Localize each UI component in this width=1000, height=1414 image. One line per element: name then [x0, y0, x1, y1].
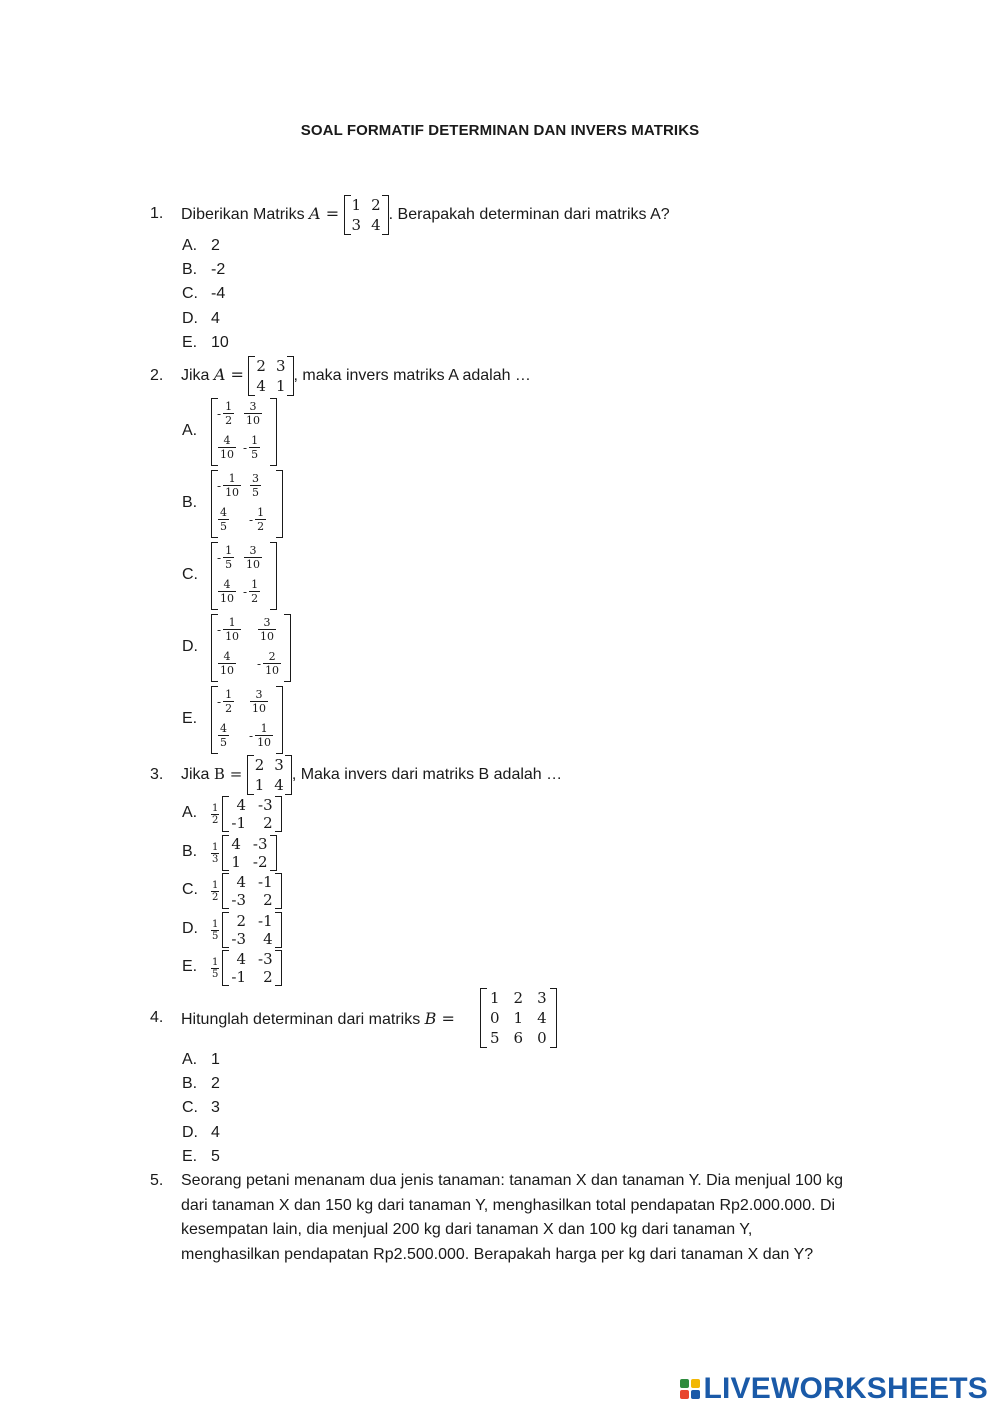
matrix-cell: 1: [231, 853, 241, 871]
matrix-cell: -1: [231, 968, 246, 986]
denominator: 10: [225, 630, 240, 643]
matrix-cell: -1: [258, 873, 273, 891]
matrix-cell: 4: [371, 216, 381, 234]
denominator: 5: [252, 486, 259, 499]
scalar-fraction: [211, 803, 219, 826]
question-3-var: B =: [213, 765, 243, 784]
matrix-fraction-cell: [243, 544, 262, 571]
minus-sign: -: [249, 512, 254, 527]
minus-sign: -: [243, 440, 248, 455]
denominator: 2: [257, 520, 265, 533]
matrix-fraction-cell: [217, 616, 241, 643]
numerator: 4: [220, 722, 227, 735]
question-1-text: [181, 195, 670, 235]
denominator: 10: [260, 630, 274, 643]
numerator: 4: [223, 578, 231, 591]
option-value: -4: [211, 285, 226, 302]
matrix-fraction-cell: [249, 688, 268, 715]
option-letter[interactable]: D.: [182, 310, 198, 327]
matrix-fraction-cell: [217, 688, 234, 715]
matrix-fraction-cell: [249, 506, 266, 533]
matrix-cell: 1: [254, 776, 265, 794]
matrix-fraction-cell: [243, 400, 262, 427]
denominator: 2: [212, 814, 219, 826]
denominator: 2: [251, 592, 259, 605]
option-letter[interactable]: B.: [182, 261, 198, 278]
matrix-cell: 1: [275, 377, 286, 395]
matrix-fraction-cell: [249, 722, 273, 749]
page-title: SOAL FORMATIF DETERMINAN DAN INVERS MATRIKS: [300, 122, 700, 139]
option-matrix: [222, 950, 281, 986]
logo-blocks-icon: [680, 1379, 700, 1399]
denominator: 5: [220, 520, 227, 533]
option-value: 10: [211, 334, 229, 351]
option-letter[interactable]: C.: [182, 285, 198, 302]
option-letter[interactable]: E.: [182, 710, 198, 727]
matrix-fraction-cell: [217, 434, 236, 461]
fraction: [223, 616, 241, 643]
option-letter[interactable]: B.: [182, 1075, 198, 1092]
numerator: 4: [223, 434, 231, 447]
fraction: [223, 544, 234, 571]
matrix-cell: 2: [236, 912, 246, 930]
question-1-prefix: Diberikan Matriks: [181, 206, 305, 224]
matrix-cell: 2: [263, 891, 273, 909]
option-value: 2: [211, 1075, 220, 1092]
question-2-suffix: , maka invers matriks A adalah …: [293, 367, 531, 385]
denominator: 10: [252, 702, 266, 715]
matrix-cell: 4: [236, 950, 246, 968]
question-3-text: [181, 755, 562, 795]
option-fraction-matrix: [211, 686, 283, 754]
numerator: 1: [225, 544, 233, 557]
matrix-fraction-cell: [217, 650, 236, 677]
fraction: [218, 578, 236, 605]
matrix-cell: 1: [351, 196, 362, 214]
option-letter[interactable]: A.: [182, 804, 198, 821]
numerator: 2: [268, 650, 276, 663]
option-matrix: [222, 912, 281, 948]
question-3-number: 3.: [150, 766, 164, 783]
option-letter[interactable]: A.: [182, 237, 198, 254]
denominator: 10: [265, 664, 280, 677]
question-1-matrix: [344, 195, 389, 235]
numerator: 1: [225, 400, 233, 413]
numerator: 1: [251, 434, 259, 447]
matrix-cell: 3: [351, 216, 362, 234]
matrix-cell: -2: [252, 853, 268, 871]
denominator: 10: [225, 486, 240, 499]
denominator: 10: [246, 558, 260, 571]
matrix-cell: 2: [263, 968, 273, 986]
fraction: [223, 472, 241, 499]
question-2-matrix: [248, 356, 293, 396]
option-matrix: [222, 873, 281, 909]
matrix-cell: 3: [537, 989, 547, 1007]
matrix-cell: 4: [236, 796, 246, 814]
option-fraction-matrix: [211, 470, 283, 538]
option-fraction-matrix: [211, 398, 277, 466]
question-2-text: [181, 356, 531, 396]
option-value: 2: [211, 237, 220, 254]
numerator: 3: [263, 616, 271, 629]
matrix-cell: 4: [236, 873, 246, 891]
scalar-fraction: [211, 919, 219, 942]
question-1-number: 1.: [150, 205, 164, 222]
matrix-cell: 1: [513, 1009, 524, 1027]
denominator: 5: [251, 448, 259, 461]
matrix-cell: 0: [537, 1029, 547, 1047]
matrix-cell: 6: [513, 1029, 524, 1047]
fraction: [250, 688, 268, 715]
matrix-fraction-cell: [217, 578, 236, 605]
matrix-fraction-cell: [217, 472, 241, 499]
minus-sign: -: [243, 584, 248, 599]
option-value: 4: [211, 1124, 220, 1141]
fraction: [249, 434, 260, 461]
numerator: 3: [249, 400, 257, 413]
numerator: 1: [212, 918, 219, 930]
logo-text: LIVEWORKSHEETS: [703, 1372, 988, 1405]
denominator: 2: [212, 891, 219, 903]
option-letter[interactable]: D.: [182, 1124, 198, 1141]
matrix-fraction-cell: [249, 472, 261, 499]
minus-sign: -: [217, 694, 222, 709]
option-fraction-matrix: [211, 542, 277, 610]
denominator: 5: [212, 968, 219, 980]
scalar-fraction: [211, 842, 219, 865]
matrix-cell: 1: [490, 989, 500, 1007]
option-value: 4: [211, 310, 220, 327]
question-5-text: [181, 1169, 901, 1267]
question-5-line: menghasilkan pendapatan Rp2.500.000. Berapakah harga per kg dari tanaman X dan Y?: [181, 1245, 814, 1263]
matrix-fraction-cell: [217, 400, 234, 427]
denominator: 5: [212, 930, 219, 942]
numerator: 1: [260, 722, 268, 735]
question-5-number: 5.: [150, 1172, 164, 1189]
matrix-cell: 4: [231, 835, 241, 853]
minus-sign: -: [217, 478, 222, 493]
question-2-number: 2.: [150, 367, 164, 384]
fraction: [218, 722, 229, 749]
numerator: 4: [220, 506, 227, 519]
option-letter[interactable]: D.: [182, 638, 198, 655]
question-5-line: kesempatan lain, dia menjual 200 kg dari tanaman X dan 100 kg dari tanaman Y,: [181, 1221, 753, 1238]
numerator: 1: [225, 688, 233, 701]
matrix-cell: -3: [252, 835, 268, 853]
matrix-cell: 2: [513, 989, 524, 1007]
option-letter[interactable]: E.: [182, 958, 198, 975]
matrix-cell: -3: [231, 891, 246, 909]
matrix-cell: 5: [490, 1029, 500, 1047]
denominator: 5: [225, 558, 233, 571]
option-scaled-matrix: [211, 912, 282, 948]
question-4-matrix: [480, 988, 557, 1048]
fraction: [263, 650, 281, 677]
matrix-cell: -3: [231, 930, 246, 948]
fraction: [250, 472, 261, 499]
option-letter[interactable]: E.: [182, 334, 198, 351]
numerator: 1: [212, 802, 219, 814]
fraction: [223, 400, 234, 427]
numerator: 1: [212, 841, 219, 853]
option-matrix: [222, 796, 281, 832]
denominator: 10: [246, 414, 260, 427]
denominator: 2: [225, 702, 233, 715]
question-3-matrix: [247, 755, 292, 795]
option-letter[interactable]: B.: [182, 843, 198, 860]
matrix-cell: 3: [274, 756, 284, 774]
matrix-fraction-cell: [217, 544, 234, 571]
numerator: 3: [249, 544, 257, 557]
matrix-fraction-cell: [243, 578, 260, 605]
question-2-prefix: Jika: [181, 367, 210, 385]
numerator: 1: [257, 506, 265, 519]
denominator: 3: [212, 853, 219, 865]
denominator: 10: [220, 448, 234, 461]
fraction: [255, 506, 266, 533]
fraction: [255, 722, 273, 749]
denominator: 10: [257, 736, 272, 749]
matrix-fraction-cell: [217, 722, 229, 749]
fraction: [244, 544, 262, 571]
numerator: 4: [223, 650, 231, 663]
option-value: 3: [211, 1099, 220, 1116]
fraction: [218, 434, 236, 461]
question-4-prefix: Hitunglah determinan dari matriks: [181, 1011, 421, 1028]
matrix-cell: -1: [231, 814, 246, 832]
option-scaled-matrix: [211, 950, 282, 986]
option-letter[interactable]: D.: [182, 920, 198, 937]
option-fraction-matrix: [211, 614, 291, 682]
numerator: 1: [251, 578, 259, 591]
option-matrix: [222, 835, 276, 871]
matrix-cell: -3: [258, 796, 273, 814]
matrix-cell: 2: [254, 756, 265, 774]
matrix-cell: -3: [258, 950, 273, 968]
question-1-suffix: . Berapakah determinan dari matriks A?: [388, 206, 670, 224]
option-value: 5: [211, 1148, 220, 1165]
option-letter[interactable]: B.: [182, 494, 198, 511]
matrix-fraction-cell: [217, 506, 229, 533]
matrix-fraction-cell: [243, 434, 260, 461]
minus-sign: -: [249, 728, 254, 743]
numerator: 1: [228, 472, 236, 485]
numerator: 1: [212, 956, 219, 968]
denominator: 10: [220, 592, 234, 605]
matrix-cell: -1: [258, 912, 273, 930]
matrix-cell: 2: [371, 196, 381, 214]
option-scaled-matrix: [211, 873, 282, 909]
question-3-prefix: Jika: [181, 766, 210, 784]
option-value: 1: [211, 1051, 220, 1068]
denominator: 5: [220, 736, 227, 749]
option-letter[interactable]: C.: [182, 1099, 198, 1116]
option-scaled-matrix: [211, 796, 282, 832]
denominator: 10: [220, 664, 234, 677]
minus-sign: -: [257, 656, 262, 671]
matrix-cell: 2: [256, 357, 266, 375]
matrix-cell: 4: [256, 377, 266, 395]
option-letter[interactable]: C.: [182, 566, 198, 583]
fraction: [218, 650, 236, 677]
numerator: 1: [212, 879, 219, 891]
matrix-cell: 3: [275, 357, 286, 375]
option-letter[interactable]: A.: [182, 1051, 198, 1068]
option-letter[interactable]: E.: [182, 1148, 198, 1165]
minus-sign: -: [217, 406, 222, 421]
question-2-var: A =: [213, 365, 244, 385]
numerator: 1: [228, 616, 236, 629]
question-4-text: [181, 1009, 455, 1030]
matrix-cell: 4: [537, 1009, 547, 1027]
minus-sign: -: [217, 622, 222, 637]
question-4-var: B =: [424, 1009, 455, 1028]
denominator: 2: [225, 414, 233, 427]
matrix-fraction-cell: [257, 650, 281, 677]
minus-sign: -: [217, 550, 222, 565]
liveworksheets-logo[interactable]: [680, 1372, 989, 1406]
question-3-suffix: , Maka invers dari matriks B adalah …: [291, 766, 563, 784]
matrix-cell: 4: [274, 776, 284, 794]
question-5-line: dari tanaman X dan 150 kg dari tanaman Y, menghasilkan total pendapatan Rp2.000.000. Di: [181, 1196, 836, 1214]
fraction: [249, 578, 260, 605]
option-letter[interactable]: A.: [182, 422, 198, 439]
option-scaled-matrix: [211, 835, 277, 871]
fraction: [258, 616, 276, 643]
question-1-var: A =: [309, 204, 340, 224]
fraction: [223, 688, 234, 715]
scalar-fraction: [211, 957, 219, 980]
matrix-cell: 2: [263, 814, 273, 832]
matrix-cell: 4: [263, 930, 273, 948]
option-letter[interactable]: C.: [182, 881, 198, 898]
numerator: 3: [252, 472, 259, 485]
question-4-number: 4.: [150, 1009, 164, 1026]
scalar-fraction: [211, 880, 219, 903]
fraction: [218, 506, 229, 533]
option-value: -2: [211, 261, 226, 278]
numerator: 3: [255, 688, 263, 701]
matrix-fraction-cell: [257, 616, 276, 643]
fraction: [244, 400, 262, 427]
question-5-line: Seorang petani menanam dua jenis tanaman: tanaman X dan tanaman Y. Dia menjual 100 kg: [181, 1172, 844, 1189]
matrix-cell: 0: [490, 1009, 500, 1027]
